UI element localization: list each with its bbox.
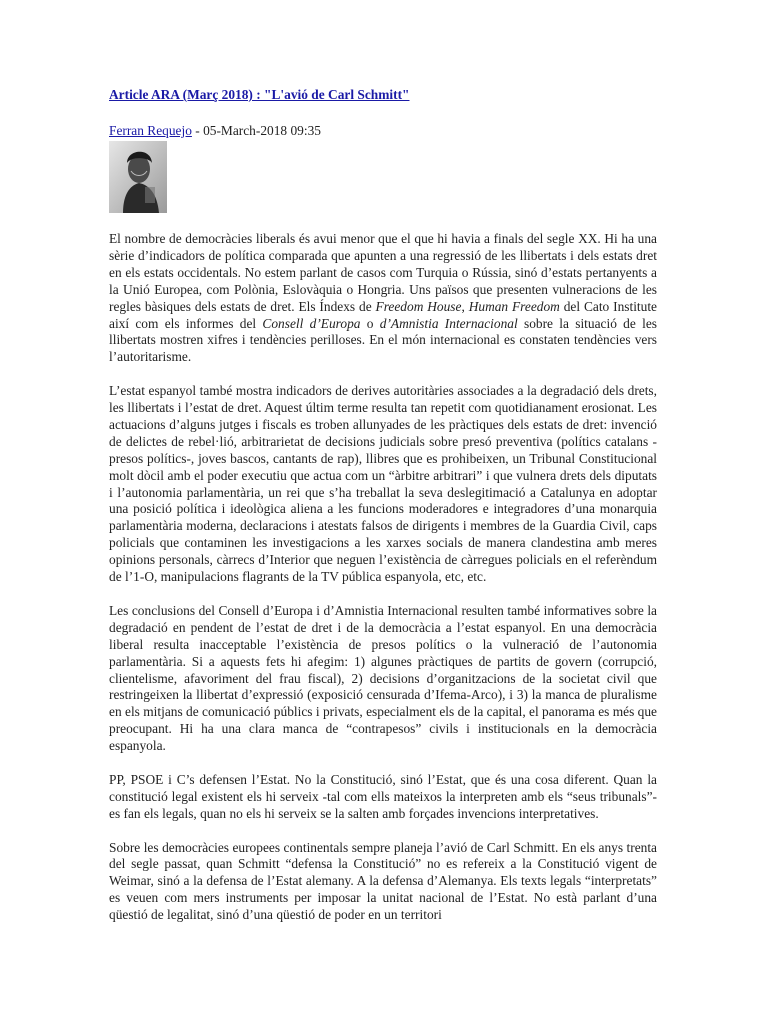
paragraph-text: El nombre de democràcies liberals és avui menor que el que hi havia a finals del segle XX. Hi ha una sèrie d’indicadors de política comparada que apunten a una regressió de les llibertats i dels estats dret en els estats occidentals. No estem parlant de casos com Turquia o Rússia, sinó d’estats pertanyents a la Unió Europea, com Polònia, Eslovàquia o Hongria. Uns països que presenten vulneracions de les regles bàsiques dels estats de dret. Els Índexs de [109,231,657,314]
paragraph-text: PP, PSOE i C’s defensen l’Estat. No la Constitució, sinó l’Estat, que és una cosa diferent. Quan la constitució legal existent els hi serveix -tal com ells mateixos la interpreten amb els “seus tribunals”- es fan els legals, quan no els hi serveix se la salten amb forçades invencions interpretatives. [109,771,657,821]
article-paragraph [109,231,657,366]
paragraph-text: Les conclusions del Consell d’Europa i d’Amnistia Internacional resulten també informatives sobre la degradació en pendent de l’estat de dret i de la democràcia a l’estat espanyol. En una democràcia liberal resulta inacceptable l’existència de presos polítics o la vulneració de l’autonomia parlamentària. Si a aquests fets hi afegim: 1) algunes pràctiques de partits de govern (corrupció, clientelisme, afavoriment del frau fiscal), 2) decisions d’organitzacions de la societat civil que restringeixen la llibertat d’expressió (exposició censurada d’Ifema-Arco), i 3) la manca de pluralisme en els mitjans de comunicació públics i privats, especialment els de la capital, el panorama es més que preocupant. Hi ha una clara manca de “contrapesos” civils i institucionals en la democràcia espanyola. [109,602,657,754]
author-link[interactable]: Ferran Requejo [109,123,192,138]
italic-text: Consell d’Europa [262,315,361,331]
byline [109,122,657,139]
paragraph-text: o [360,315,380,331]
article-paragraph [109,840,657,925]
italic-text: d’Amnistia Internacional [379,315,518,331]
paragraph-text: , [461,298,469,314]
paragraph-text: L’estat espanyol també mostra indicadors de derives autoritàries associades a la degradació dels drets, les llibertats i l’estat de dret. Aquest últim terme resulta tan repetit com quotidianament erosionat. Les actuacions d’alguns jutges i fiscals es troben allunyades de les pràctiques dels estats de dret: invenció de delictes de rebel·lió, arbitrarietat de decisions judicials sobre presó preventiva (polítics catalans -presos polítics-, joves bascos, cantants de rap), llibres que es prohibeixen, un Tribunal Constitucional molt dòcil amb el poder executiu que actua com un “àrbitre arbitrari” i que vulnera drets dels diputats i l’autonomia parlamentària, un rei que s’ha treballat la seva deslegitimació a Catalunya en adoptar una posició política i ideològica aliena a les funcions moderadores e integradores d’una monarquia parlamentària moderna, declaracions i atestats falsos de dirigents i membres de la Guardia Civil, caps policials que contaminen les investigacions a les xarxes socials de manera clandestina amb meres opinions personals, càrrecs d’Interior que neguen l’existència de càrregues policials en el referèndum de l’1-O, manipulacions flagrants de la TV pública espanyola, etc, etc. [109,383,657,585]
paragraph-text: Sobre les democràcies europees continentals sempre planeja l’avió de Carl Schmitt. En els anys trenta del segle passat, quan Schmitt “defensa la Constitució” no es refereix a la Constitució vigent de Weimar, sinó a la defensa de l’Estat alemany. A la defensa d’Alemanya. Els texts legals “interpretats” es veuen com mers instruments per imposar la unitat nacional de l’Estat. No està parlant d’una qüestió de legalitat, sinó d’una qüestió de poder en un territori [109,839,657,923]
article-body [109,231,657,924]
author-photo [109,141,167,213]
article-paragraph [109,772,657,823]
author-portrait-image [109,141,167,213]
italic-text: Human Freedom [468,298,560,314]
document-page [109,86,657,941]
paragraph-text: del Cato Institute així com els informes del [109,298,657,331]
article-title-link[interactable]: Article ARA (Març 2018) : "L'avió de Carl Schmitt" [109,87,410,102]
paragraph-text: sobre la situació de les llibertats mostren xifres i tendències perilloses. En el món internacional es constaten tendències vers l’autoritarisme. [109,315,657,365]
publish-date: - 05-March-2018 09:35 [191,123,321,138]
article-paragraph [109,603,657,755]
article-paragraph [109,383,657,586]
italic-text: Freedom House [375,298,462,314]
